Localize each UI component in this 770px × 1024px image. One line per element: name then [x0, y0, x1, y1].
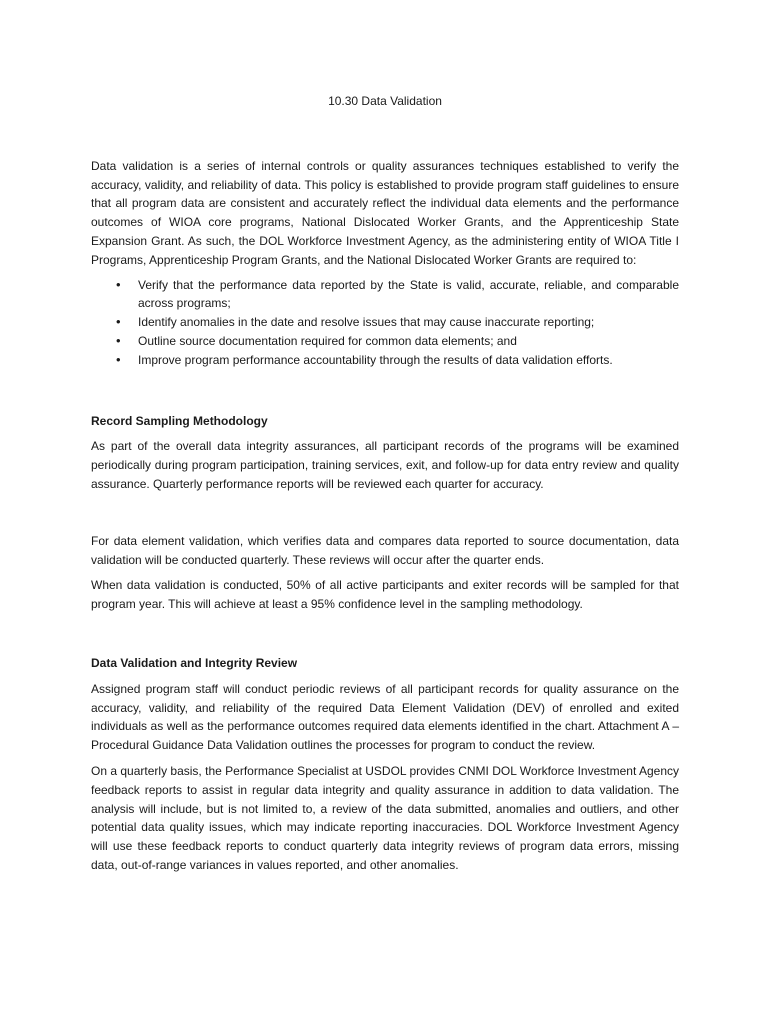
requirements-list	[91, 276, 679, 370]
document-title: 10.30 Data Validation	[328, 94, 442, 108]
section-heading-record-sampling: Record Sampling Methodology	[91, 413, 268, 428]
list-item: • Verify that the performance data reported by the State is valid, accurate, reliable, and comparable across programs;	[138, 276, 679, 314]
integrity-review-paragraph-1: Assigned program staff will conduct periodic reviews of all participant records for quality assurance on the accuracy, validity, and reliability of the required Data Element Validation (DEV) of enrolled and exited individuals as well as the performance outcomes required data elements identified in the chart. Attachment A – Procedural Guidance Data Validation outlines the processes for program to conduct the review.	[91, 681, 679, 753]
record-sampling-paragraph-1: As part of the overall data integrity assurances, all participant records of the programs will be examined periodically during program participation, training services, exit, and follow-up for data entry review and quality assurance. Quarterly performance reports will be reviewed each quarter for accuracy.	[91, 439, 679, 491]
list-item: • Identify anomalies in the date and resolve issues that may cause inaccurate reporting;	[138, 313, 679, 332]
list-item: • Improve program performance accountability through the results of data validation efforts.	[138, 351, 679, 370]
integrity-review-paragraph-2: On a quarterly basis, the Performance Specialist at USDOL provides CNMI DOL Workforce Investment Agency feedback reports to assist in regular data integrity and quality assurance in addition to data validation. The analysis will include, but is not limited to, a review of the data submitted, anomalies and outliers, and other potential data quality issues, which may indicate reporting inaccuracies. DOL Workforce Investment Agency will use these feedback reports to conduct quarterly data integrity reviews of program data errors, missing data, out-of-range variances in values reported, and other anomalies.	[91, 763, 679, 872]
document-page	[91, 92, 679, 875]
intro-paragraph: Data validation is a series of internal controls or quality assurances techniques established to verify the accuracy, validity, and reliability of data. This policy is established to provide program staff guidelines to ensure that all program data are consistent and accurately reflect the individual data elements and the performance outcomes of WIOA core programs, National Dislocated Worker Grants, and the Apprenticeship State Expansion Grant. As such, the DOL Workforce Investment Agency, as the administering entity of WIOA Title I Programs, Apprenticeship Program Grants, and the National Dislocated Worker Grants are required to:	[91, 158, 679, 267]
section-heading-integrity-review: Data Validation and Integrity Review	[91, 655, 298, 670]
list-item: • Outline source documentation required for common data elements; and	[138, 332, 679, 351]
record-sampling-paragraph-3: When data validation is conducted, 50% of all active participants and exiter records will be sampled for that program year. This will achieve at least a 95% confidence level in the sampling methodology.	[91, 578, 679, 612]
record-sampling-paragraph-2: For data element validation, which verifies data and compares data reported to source documentation, data validation will be conducted quarterly. These reviews will occur after the quarter ends.	[91, 533, 679, 567]
